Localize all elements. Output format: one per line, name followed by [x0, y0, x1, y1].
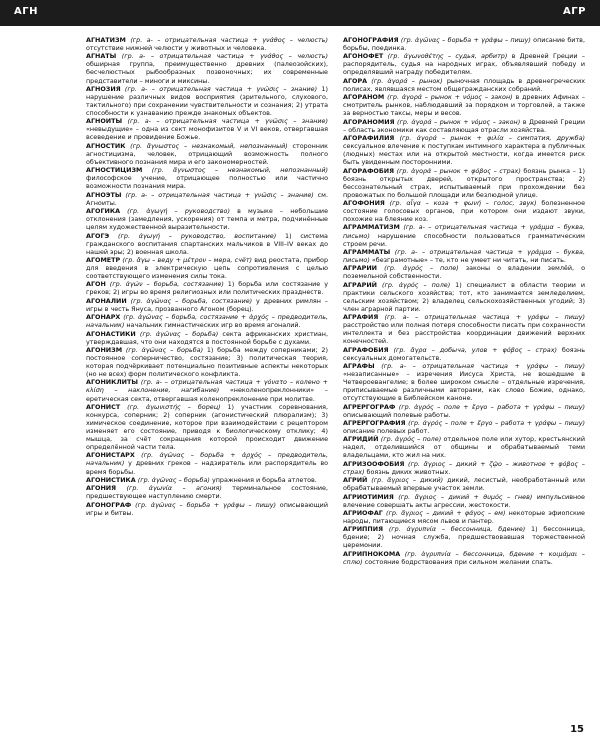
dictionary-entry [86, 117, 328, 141]
entry-etymology: (гр. ἀγορά – рынок) [371, 76, 443, 85]
entry-headword: АГНОЭТЫ [86, 190, 122, 199]
entry-definition: у древних греков – надзиратель или распорядитель во время борьбы. [86, 459, 328, 476]
entry-headword: АГРАРИЙ [343, 280, 378, 289]
entry-definition: нарушение способности пользоваться грамматическим строем речи. [343, 231, 585, 248]
entry-etymology: (гр. ἄγριος – дикий + ζῷο – животное + φόβος – страх) [343, 459, 585, 476]
entry-etymology: (гр. а- – отрицательная частица + γνῶσις – знание) [125, 190, 314, 199]
entry-headword: АГНОЗИЯ [86, 84, 121, 93]
dictionary-entry [86, 142, 328, 166]
dictionary-entry [343, 313, 585, 345]
entry-etymology: (гр. ἀγῶνας – борьба) [125, 345, 204, 354]
entry-definition: боязнь рынка – 1) боязнь открытых дверей, открытого пространства; 2) бессознательный страх, испытываемый при прохождении без провожатых по большой площади или безлюдной улице. [343, 166, 585, 199]
entry-etymology: (гр. ἀγῶνας – борьба) [139, 329, 219, 338]
entry-headword: АГРИДИЙ [343, 435, 379, 444]
dictionary-entry [86, 256, 328, 280]
entry-etymology: (гр. а- – отрицательная частица + γράμμα – буква, письмо) [343, 247, 585, 264]
entry-definition: в Древней Греции – область экономики как составляющая отрасли хозяйства. [343, 117, 585, 134]
entry-headword: АГОНАЛИИ [86, 296, 127, 305]
dictionary-entry [343, 223, 585, 247]
dictionary-entry [343, 493, 585, 509]
dictionary-entry [343, 403, 585, 419]
entry-etymology: (гр. ἄγριος – дикий + θυμός – гнев) [398, 492, 533, 501]
dictionary-entry [343, 435, 585, 459]
entry-headword: АГОГЭ [86, 231, 110, 240]
entry-definition: отдельное поле или хутор, крестьянский надел, отделившийся от общины и обрабатываемый теми владельцами, кто жил на них. [343, 435, 585, 460]
entry-etymology: (гр. ἀγρός – поле + ἔργο – работа + γράφω – пишу) [408, 418, 585, 427]
dictionary-entry [86, 403, 328, 451]
entry-definition: у древних римлян – игры в честь Януса, прозванного Агоном (борец). [86, 296, 328, 313]
dictionary-entry [86, 207, 328, 231]
dictionary-entry [343, 346, 585, 362]
entry-headword: АГОНОГРАФИЯ [343, 36, 399, 44]
entry-headword: АГНОСТИЦИЗМ [86, 166, 143, 175]
entry-etymology: (гр. ἀγρός – поле) [384, 264, 459, 273]
entry-headword: АГОРАФОБИЯ [343, 166, 394, 175]
entry-etymology: (гр. ἄγνωστος – незнакомый, непознанный) [151, 166, 328, 175]
entry-etymology: (гр. а- – отрицательная частица + γράφω – пишу) [384, 313, 585, 322]
dictionary-entry [86, 85, 328, 117]
entry-definition: «невыдущие» – одна из сект монофизитов V и VI веков, отвергавшая всеведение и провидение Божье. [86, 125, 328, 142]
entry-definition: 1) система гражданского воспитания спартанских мальчиков в VIII–IV веках до нашей эры; 2) военная школа. [86, 231, 328, 256]
entry-headword: АГРАФИЯ [343, 313, 379, 322]
entry-etymology: (гр. ἀγρός – поле) [381, 280, 451, 289]
entry-etymology: (гр. ἀγῶνας – борьба) [137, 475, 210, 484]
entry-definition: «незаписанные» – изречения Иисуса Христа, не вошедшие в Четвероевангелие; в более широком смысле – отдельные изречения, приписываемые различными авторами, как слово Божие, однако, отсутствующие в Библейском каноне. [343, 370, 585, 403]
dictionary-entry [343, 167, 585, 199]
entry-headword: АГОНАСТИКИ [86, 329, 136, 338]
entry-definition: философское учение, отрицающее полностью или частично возможности познания мира. [86, 174, 328, 191]
entry-definition: 1) специалист в области теории и практики сельского хозяйства; тот, кто занимается земледелием, сельским хозяйством; 2) владелец сельскохозяйственных угодий; 3) член аграрной партии. [343, 280, 585, 313]
entry-definition: сексуальное влечение к поступкам интимного характера в публичных (людных) местах или на открытой местности, когда имеется риск быть увиденным посторонними. [343, 142, 585, 167]
dictionary-entry [343, 525, 585, 549]
entry-definition: секта африканских христиан, утверждавшая, что они находятся в постоянной борьбе с духами. [86, 329, 328, 346]
entry-etymology: (гр. ἄγρα – добыча, улов + φόβος – страх) [393, 345, 557, 354]
entry-definition: 1) борьба между соперниками; 2) постоянное соперничество, состязание; 3) политическая теория, которая подчёркивает потенциально позитивные аспекты некоторых (но не всех) форм политического конфликта. [86, 345, 328, 379]
dictionary-entry [86, 232, 328, 256]
dictionary-entry [86, 297, 328, 313]
entry-headword: АГРАФОБИЯ [343, 345, 389, 354]
dictionary-entry [343, 199, 585, 223]
entry-headword: АГРЕРГОГРАФ [343, 402, 396, 411]
entry-headword: АГРАММАТИЗМ [343, 223, 400, 232]
entry-definition: отсутствие нижней челюсти у животных и человека. [86, 44, 267, 53]
entry-headword: АГНОИТЫ [86, 117, 123, 126]
entry-headword: АГОНИЯ [86, 484, 117, 493]
entry-headword: АГРАММАТЫ [343, 247, 391, 256]
entry-definition: состояние бодрствования при сильном желании спать. [362, 557, 553, 566]
entry-etymology: (гр. ἄγω – веду + μέτρον – мера, счёт) [122, 255, 253, 264]
entry-headword: АГОРАНОМИЯ [343, 117, 395, 126]
entry-headword: АГОН [86, 280, 106, 289]
entry-etymology: (гр. ἀγῶνας – борьба, состязание + ἀρχός – предводитель, начальник) [86, 313, 328, 330]
entry-etymology: (гр. а- – отрицательная частица + γράφω – пишу) [381, 362, 585, 371]
dictionary-entry [343, 460, 585, 476]
entry-definition: описание полевых работ. [343, 427, 430, 435]
entry-etymology: (гр. ἀγορά – рынок + νόμος – закон) [387, 93, 513, 102]
entry-headword: АГРАФЫ [343, 362, 375, 371]
entry-definition: см. Агноиты. [86, 190, 328, 207]
right-column [343, 36, 585, 736]
dictionary-entry [86, 166, 328, 190]
entry-etymology: (гр. ἀγορά – рынок + φιλία – симпатия, дружба) [399, 134, 585, 143]
entry-headword: АГРИЗООФОБИЯ [343, 459, 405, 468]
entry-definition: в Древней Греции – распорядитель, судья на народных играх, объявлявший победу и определявший награду победителям. [343, 52, 585, 77]
entry-headword: АГРЕРГОГРАФИЯ [343, 418, 406, 427]
entry-definition: некоторые эфиопские народы, питающиеся мясом львов и пантер. [343, 508, 585, 525]
entry-etymology: (гр. ἀγρυπνία – бессонница, бдение) [388, 525, 526, 534]
entry-definition: боязнь сексуальных домогательств. [343, 345, 585, 362]
entry-etymology: (гр. αἶγα – коза + φωνή – голос, звук) [389, 199, 537, 208]
entry-definition: рыночная площадь в древнегреческих полисах, являвшаяся местом общегражданских собраний. [343, 76, 585, 93]
entry-headword: АГОНОГРАФ [86, 500, 132, 509]
entry-etymology: (гр. ἄγριος – дикий) [371, 476, 444, 485]
dictionary-entry [343, 36, 585, 52]
entry-etymology: (гр. ἀγωγή – руководство) [127, 207, 230, 216]
entry-etymology: (гр. ἀγρυπνία – бессонница, бдение + κοιμάμαι – сплю) [343, 549, 585, 566]
entry-etymology: (гр. ἀγωνιστής – борец) [127, 402, 221, 411]
page-number: 15 [570, 724, 584, 735]
entry-definition: описывающий игры и битвы. [86, 500, 328, 517]
entry-headword: АГОРАФИЛИЯ [343, 134, 395, 143]
dictionary-entry [86, 484, 328, 500]
entry-etymology: (гр. ἀγῶνας – борьба + ἀρχός – предводитель, начальник) [86, 451, 328, 468]
entry-definition: начальник гимнастических игр во время агоналий. [124, 321, 301, 330]
entry-definition: 1) участник соревнования, конкурса, соперник; 2) соперник (агонистический плюрализм); 3) химическое соединение, которое при взаимодействии с рецептором изменяет его состояние, приводя к биологическому отклику; 4) мышца, за счёт сокращения которой происходит движение определённой части тела. [86, 402, 328, 452]
entry-definition: обширная группа, преимущественно древних (палеозойских), бесчелюстных рыбообразных позвоночных; их современные представители – миноги и миксины. [86, 60, 328, 85]
entry-headword: АГРИПНОКОМА [343, 549, 401, 558]
entry-etymology: (гр. а- – отрицательная частица + γράμμα – буква, письмо) [343, 223, 585, 240]
entry-headword: АГОНИСТИКА [86, 475, 136, 484]
entry-definition: дикий, лесистый, необработанный или обрабатываемый впервые участок земли. [343, 476, 585, 493]
entry-headword: АГОНИСТ [86, 402, 121, 411]
entry-headword: АГОНАРХ [86, 313, 121, 322]
dictionary-entry [86, 501, 328, 517]
dictionary-entry [343, 118, 585, 134]
dictionary-entry [343, 362, 585, 402]
entry-headword: АГОНИКЛИТЫ [86, 378, 139, 387]
entry-etymology: (гр. а- – отрицательная частица + γνάθος – челюсть) [130, 36, 328, 44]
dictionary-entry [86, 476, 328, 484]
dictionary-entry [86, 378, 328, 402]
entry-headword: АГОФОНИЯ [343, 199, 385, 208]
entry-etymology: (гр. ἀγωνοθέτης – судья, арбитр) [387, 52, 508, 61]
dictionary-entry [86, 191, 328, 207]
entry-definition: болезненное состояние голосовых органов, при котором они издают звуки, похожие на блеяние коз. [343, 199, 585, 224]
page-header [0, 0, 600, 26]
entry-etymology: (гр. а- – отрицательная частица + γνάθος – челюсть) [121, 52, 328, 61]
dictionary-entry [343, 52, 585, 76]
entry-headword: АГОНОФЕТ [343, 52, 384, 61]
dictionary-entry [86, 330, 328, 346]
entry-etymology: (гр. ἀγωγή – руководство, воспитание) [118, 231, 277, 240]
entry-definition: описывающий полевые работы. [343, 410, 451, 419]
dictionary-entry [343, 264, 585, 280]
entry-headword: АГНАТЫ [86, 52, 117, 61]
entry-headword: АГРИППИЯ [343, 525, 384, 534]
entry-definition: вид реостата, прибор для введения в электрическую цепь сопротивления с целью соответствующего изменения силы тока. [86, 255, 328, 281]
entry-definition: импульсивное влечение совершать акты агрессии, жестокости. [343, 492, 585, 509]
entry-etymology: (гр. ἀγρός – поле) [380, 435, 442, 444]
dictionary-entry [86, 280, 328, 296]
dictionary-entry [343, 248, 585, 264]
entry-etymology: (гр. ἄγνωστος – незнакомый, непознанный) [130, 141, 288, 150]
entry-headword: АГРИОТИМИЯ [343, 492, 394, 501]
dictionary-entry [86, 313, 328, 329]
entry-etymology: (гр. а- – отрицательная частица + γόνατο – колено + κλίση – наклонение, нагибание) [86, 378, 328, 395]
entry-etymology: (гр. ἀγρός – поле + ἔργο – работа + γράφω – пишу) [398, 402, 585, 411]
entry-definition: терминальное состояние, предшествующее наступлению смерти. [86, 484, 328, 501]
entry-definition: сторонник агностицизма, человек, отрицающий возможность полного объективного познания мира и его закономерностей. [86, 141, 328, 166]
entry-etymology: (гр. ἄγριος – дикий + φάγος – ем) [386, 508, 506, 517]
entry-etymology: (гр. ἀγορά – рынок + φόβος – страх) [396, 166, 521, 175]
header-right-guide-word: АГР [563, 6, 586, 17]
dictionary-entry [343, 419, 585, 435]
entry-headword: АГРАРИИ [343, 264, 378, 273]
dictionary-entry [343, 77, 585, 93]
left-column [86, 36, 328, 736]
dictionary-entry [343, 476, 585, 492]
entry-definition: 1) нарушение различных видов восприятия (зрительного, слухового, тактильного) при сохранении чувствительности и сознания; 2) утрата способности к узнаванию прежде знакомых объектов. [86, 84, 328, 118]
entry-definition: 1) борьба или состязание у греков; 2) игры во время религиозных или политических празднеств. [86, 280, 328, 297]
entry-definition: расстройство или полная потеря способности писать при сохранности интеллекта и без расстройства координации движений верхних конечностей. [343, 321, 585, 346]
entry-definition: упражнения и борьба атлетов. [209, 475, 317, 484]
dictionary-entry [86, 451, 328, 475]
dictionary-entry [343, 281, 585, 313]
entry-headword: АГОРАНОМ [343, 93, 385, 102]
entry-etymology: (гр. ἀγών – борьба, состязание) [109, 280, 224, 289]
entry-headword: АГОНИЗМ [86, 345, 123, 354]
entry-etymology: (гр. ἀγῶνας – борьба + γράφω – пишу) [400, 36, 531, 44]
entry-definition: в музыке – небольшие отклонения (замедления, ускорения) от темпа и метра, подчинённые целям художественной выразительности. [86, 207, 328, 232]
dictionary-entry [343, 550, 585, 566]
dictionary-entry [86, 36, 328, 52]
entry-headword: АГОНИСТАРХ [86, 451, 135, 460]
entry-etymology: (гр. ἀγῶνας – борьба, состязание) [130, 296, 253, 305]
entry-definition: в древних Афинах – смотритель рынков, наблюдавший за порядком и торговлей, а также за верностью таксы, меры и весов. [343, 93, 585, 118]
entry-headword: АГРИЙ [343, 476, 368, 485]
dictionary-entry [343, 509, 585, 525]
entry-definition: «неколенопреклонники» – еретическая секта, отвергавшая коленопреклонение при молитве. [86, 386, 328, 403]
dictionary-entry [86, 346, 328, 378]
entry-etymology: (гр. ἀγῶνας – борьба + γράφω – пишу) [135, 500, 276, 509]
entry-etymology: (гр. а- – отрицательная частица + γνῶσις – знание) [124, 84, 318, 93]
entry-headword: АГРИОФАГ [343, 508, 383, 517]
entry-headword: АГОГИКА [86, 207, 121, 216]
entry-definition: 1) бессонница, бдение; 2) ночная служба, предшествовавшая торжественной церемонии. [343, 525, 585, 550]
dictionary-entry [343, 93, 585, 117]
entry-headword: АГНОСТИК [86, 141, 126, 150]
entry-definition: боязнь диких животных. [364, 467, 451, 476]
entry-definition: описание битв, борьбы, поединка. [343, 36, 585, 53]
entry-etymology: (гр. ἀγορά – рынок + νόμος – закон) [396, 117, 521, 126]
entry-headword: АГОРА [343, 76, 368, 85]
dictionary-entry [86, 52, 328, 84]
entry-headword: АГНАТИЗМ [86, 36, 126, 44]
entry-headword: АГОМЕТР [86, 255, 121, 264]
entry-etymology: (гр. а- – отрицательная частица + γνῶσις – знание) [127, 117, 328, 126]
entry-etymology: (гр. ἀγωνία – агония) [126, 484, 222, 493]
header-left-guide-word: АГН [14, 6, 38, 17]
dictionary-entry [343, 134, 585, 166]
entry-definition: «безграмотные» – те, кто не умеет ни читать, ни писать. [369, 255, 566, 264]
entry-definition: законы о владении землёй, о поземельной собственности. [343, 264, 585, 281]
